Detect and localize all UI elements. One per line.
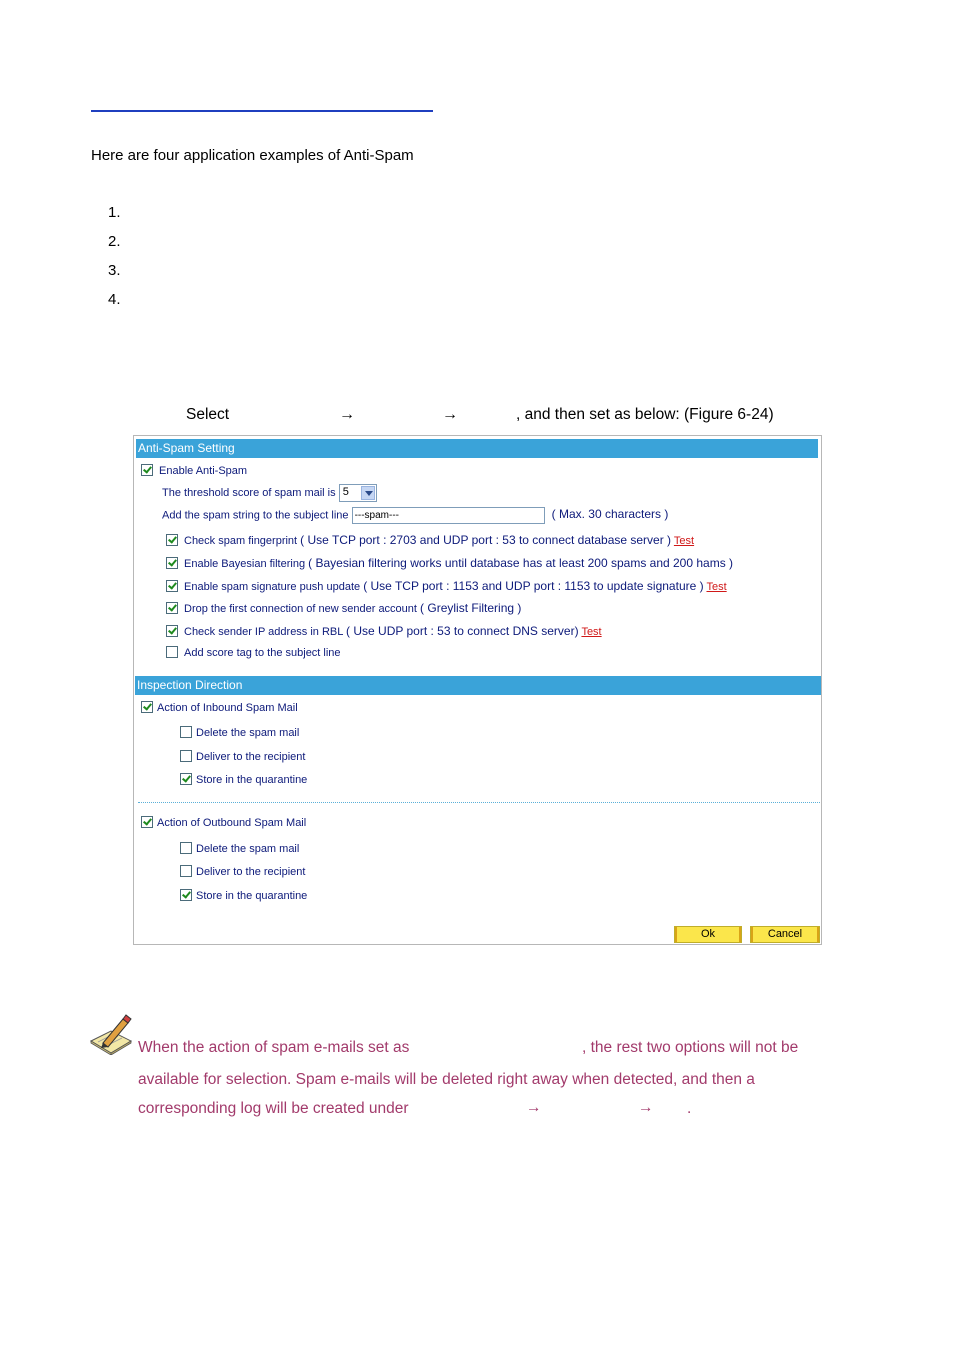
outbound-store-checkbox[interactable] [180, 889, 192, 901]
deliver-label: Deliver to the recipient [196, 751, 306, 763]
enable-anti-spam-checkbox[interactable] [141, 464, 153, 476]
outbound-delete-row [180, 842, 299, 855]
arrow-right-icon: → [339, 406, 355, 423]
store-label: Store in the quarantine [196, 890, 308, 902]
option-label: Enable spam signature push update [184, 581, 361, 593]
inspection-direction-header: Inspection Direction [135, 676, 821, 695]
rbl-checkbox[interactable] [166, 625, 178, 637]
note-line-2: available for selection. Spam e-mails will be deleted right away when detected, and then a [138, 1071, 755, 1088]
note-line-1a: When the action of spam e-mails set as [138, 1039, 410, 1056]
inbound-action-row [141, 701, 298, 714]
greylist-checkbox[interactable] [166, 602, 178, 614]
arrow-right-icon: → [638, 1099, 654, 1116]
list-number: 3. [108, 262, 121, 279]
subject-string-input[interactable]: ---spam--- [352, 507, 545, 524]
option-row-score-tag [166, 646, 341, 659]
select-instruction-prefix: Select [186, 406, 230, 423]
option-label: Check sender IP address in RBL [184, 626, 343, 638]
enable-anti-spam-row [141, 464, 247, 477]
note-line-3-end: . [687, 1100, 692, 1117]
intro-text: Here are four application examples of Anti-Spam [91, 147, 414, 164]
outbound-action-row [141, 816, 306, 829]
bayesian-checkbox[interactable] [166, 557, 178, 569]
section-heading-underline [91, 110, 433, 112]
inbound-checkbox[interactable] [141, 701, 153, 713]
cancel-button[interactable]: Cancel [750, 926, 820, 943]
enable-anti-spam-label: Enable Anti-Spam [159, 465, 248, 477]
option-label: Check spam fingerprint [184, 535, 298, 547]
arrow-right-icon: → [442, 406, 458, 423]
subject-string-row [162, 507, 668, 524]
outbound-store-row [180, 889, 307, 902]
delete-label: Delete the spam mail [196, 727, 300, 739]
anti-spam-setting-header: Anti-Spam Setting [136, 439, 818, 458]
option-detail: ( Greylist Filtering ) [420, 601, 522, 615]
store-label: Store in the quarantine [196, 774, 308, 786]
score-tag-checkbox[interactable] [166, 646, 178, 658]
delete-label: Delete the spam mail [196, 843, 300, 855]
list-number: 4. [108, 291, 121, 308]
note-line-3a: corresponding log will be created under [138, 1100, 409, 1117]
inbound-deliver-checkbox[interactable] [180, 750, 192, 762]
threshold-select[interactable] [339, 484, 377, 502]
signature-push-checkbox[interactable] [166, 580, 178, 592]
outbound-deliver-checkbox[interactable] [180, 865, 192, 877]
option-detail: ( Use UDP port : 53 to connect DNS server) [346, 624, 579, 638]
deliver-label: Deliver to the recipient [196, 866, 306, 878]
option-row-signature [166, 579, 727, 593]
inbound-store-row [180, 773, 307, 786]
outbound-delete-checkbox[interactable] [180, 842, 192, 854]
arrow-right-icon: → [526, 1099, 542, 1116]
note-line-1b: , the rest two options will not be [582, 1039, 799, 1056]
inbound-delete-checkbox[interactable] [180, 726, 192, 738]
list-number: 1. [108, 204, 121, 221]
ok-button[interactable]: Ok [674, 926, 742, 943]
option-row-greylist [166, 601, 521, 615]
test-link[interactable]: Test [706, 581, 727, 593]
inbound-store-checkbox[interactable] [180, 773, 192, 785]
option-detail: ( Use TCP port : 1153 and UDP port : 1153 to update signature ) [363, 579, 704, 593]
fingerprint-checkbox[interactable] [166, 534, 178, 546]
inbound-deliver-row [180, 750, 305, 763]
outbound-deliver-row [180, 865, 305, 878]
option-label: Enable Bayesian filtering [184, 558, 306, 570]
test-link[interactable]: Test [581, 626, 602, 638]
option-row-bayesian [166, 556, 733, 570]
option-detail: ( Bayesian filtering works until database has at least 200 spams and 200 hams ) [308, 556, 734, 570]
list-number: 2. [108, 233, 121, 250]
pencil-note-icon [89, 1013, 133, 1055]
option-row-fingerprint [166, 533, 694, 547]
section-divider [138, 802, 820, 803]
threshold-row [162, 484, 377, 502]
select-instruction-suffix: , and then set as below: (Figure 6-24) [516, 406, 774, 423]
outbound-label: Action of Outbound Spam Mail [157, 817, 307, 829]
inbound-label: Action of Inbound Spam Mail [157, 702, 298, 714]
option-label: Add score tag to the subject line [184, 647, 341, 659]
subject-string-label: Add the spam string to the subject line [162, 509, 349, 522]
chevron-down-icon[interactable] [361, 486, 375, 500]
threshold-label: The threshold score of spam mail is [162, 486, 336, 499]
anti-spam-settings-panel [133, 435, 822, 945]
option-label: Drop the first connection of new sender account [184, 603, 417, 615]
max-characters-note: ( Max. 30 characters ) [551, 507, 669, 522]
option-detail: ( Use TCP port : 2703 and UDP port : 53 to connect database server ) [300, 533, 672, 547]
option-row-rbl [166, 624, 602, 638]
outbound-checkbox[interactable] [141, 816, 153, 828]
test-link[interactable]: Test [673, 535, 695, 547]
threshold-value: 5 [342, 486, 349, 498]
inbound-delete-row [180, 726, 299, 739]
